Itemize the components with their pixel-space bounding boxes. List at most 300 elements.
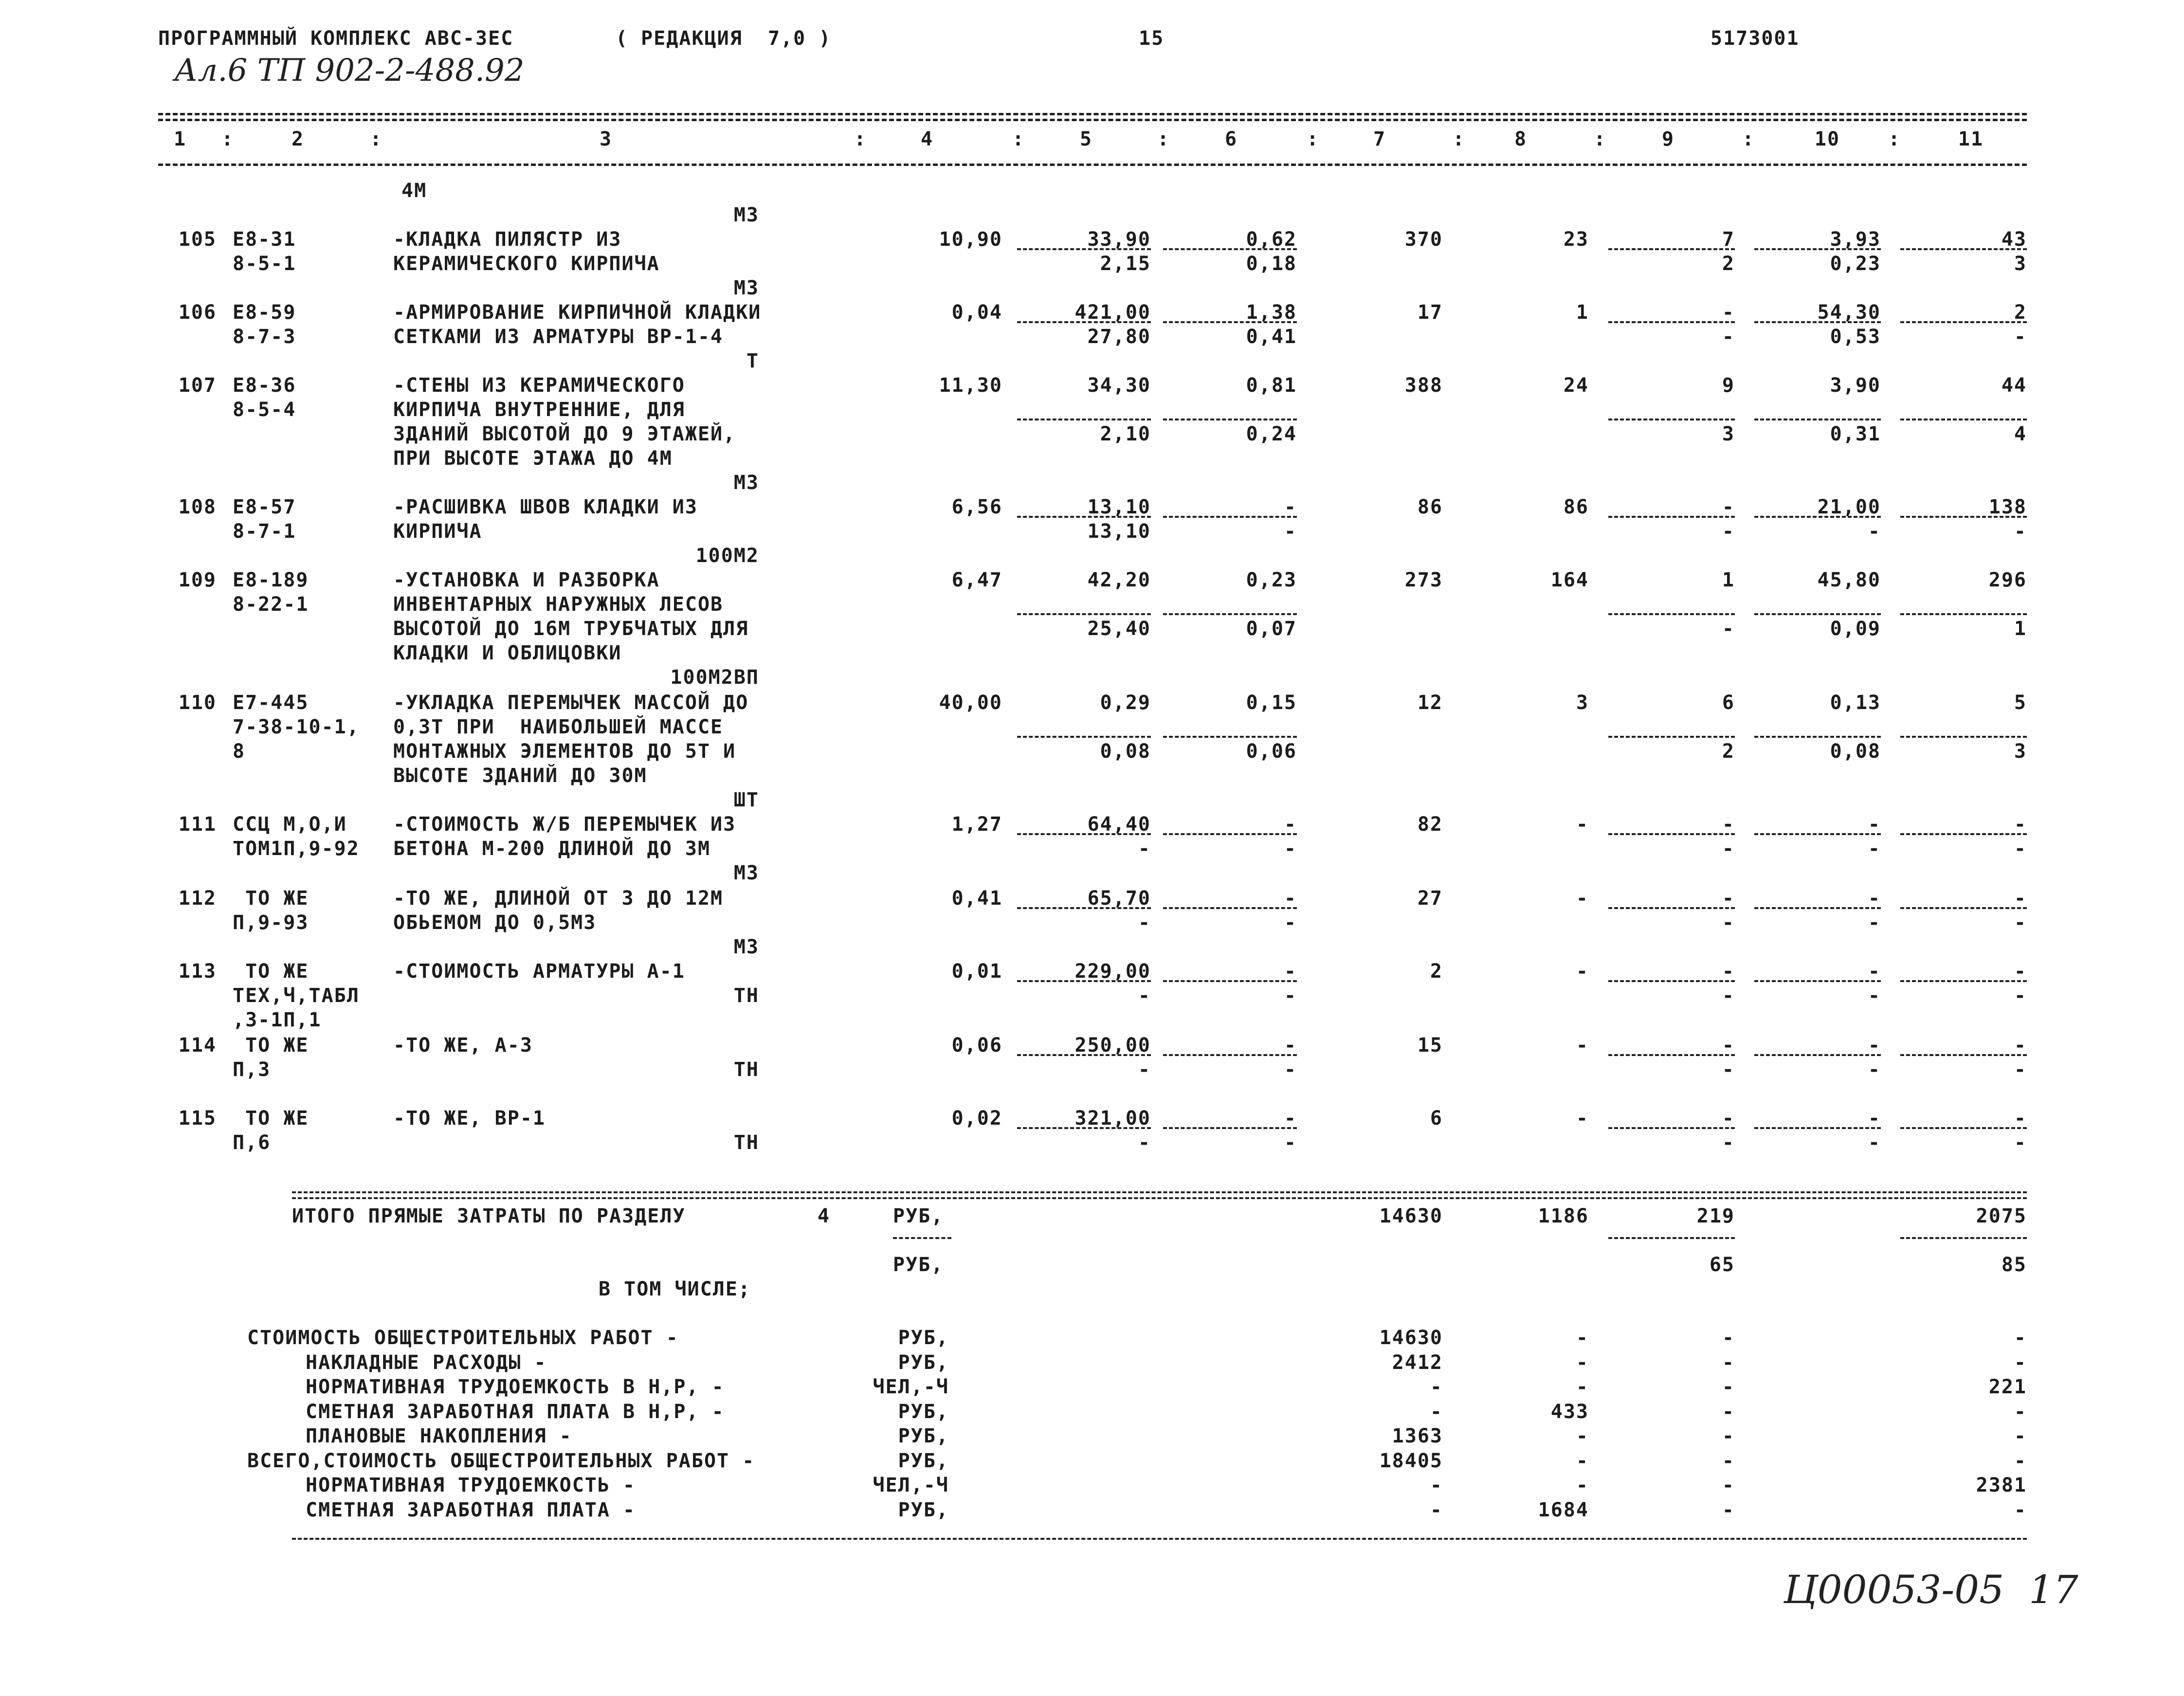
cell-c10b: 0,53	[1830, 326, 1881, 348]
summary-c7: -	[1430, 1376, 1443, 1398]
column-header-7: 7	[1373, 128, 1386, 150]
summary-label: ПЛАНОВЫЕ НАКОПЛЕНИЯ -	[306, 1425, 572, 1447]
carryover-text: 4М	[401, 180, 427, 202]
row-number: 114	[178, 1034, 217, 1057]
cell-rule	[1608, 321, 1735, 323]
work-description: -СТЕНЫ ИЗ КЕРАМИЧЕСКОГО	[393, 374, 685, 397]
summary-unit: ЧЕЛ,-Ч	[873, 1376, 949, 1398]
norm-code: ,3-1П,1	[233, 1009, 322, 1031]
cell-c8: 164	[1550, 569, 1589, 591]
work-description: 0,3Т ПРИ НАИБОЛЬШЕЙ МАССЕ	[393, 716, 724, 738]
summary-c8: -	[1576, 1450, 1589, 1472]
cell-c6b: -	[1284, 520, 1297, 543]
page-number: 15	[1139, 27, 1165, 50]
cell-rule	[1017, 907, 1151, 909]
cell-c5b: -	[1138, 838, 1151, 860]
row-number: 112	[178, 887, 217, 910]
cell-c9: 9	[1722, 374, 1735, 397]
norm-code: Е7-445	[233, 692, 309, 714]
cell-c6: -	[1284, 496, 1297, 518]
cell-c11: -	[2014, 1034, 2027, 1057]
cell-rule	[1608, 419, 1735, 420]
summary-c11: 221	[1988, 1376, 2027, 1398]
cell-rule	[1754, 419, 1881, 420]
summary-unit: РУБ,	[898, 1327, 949, 1349]
cell-c5: 65,70	[1087, 887, 1151, 910]
summary-c8: -	[1576, 1351, 1589, 1374]
summary-c9: -	[1722, 1351, 1735, 1374]
summary-c8: -	[1576, 1327, 1589, 1349]
cell-c8: -	[1576, 813, 1589, 836]
cell-c9b: -	[1722, 520, 1735, 543]
work-description: -АРМИРОВАНИЕ КИРПИЧНОЙ КЛАДКИ	[393, 301, 762, 324]
cell-c6b: 0,07	[1246, 618, 1297, 640]
cell-rule	[1754, 980, 1881, 982]
work-description: -СТОИМОСТЬ Ж/Б ПЕРЕМЫЧЕК ИЗ	[393, 813, 736, 836]
cell-c4: 1,27	[951, 813, 1002, 836]
column-header-9: 9	[1661, 128, 1675, 150]
norm-code: 8	[233, 740, 246, 763]
cell-c8: 24	[1563, 374, 1589, 397]
cell-c11b: -	[2014, 912, 2027, 934]
cell-c8: -	[1576, 1107, 1589, 1130]
summary-unit: РУБ,	[898, 1425, 949, 1447]
cell-c5: 64,40	[1087, 813, 1151, 836]
cell-c7: 2	[1430, 960, 1443, 983]
cell-c10: -	[1868, 1034, 1881, 1057]
norm-code: ССЦ М,О,И	[233, 813, 347, 836]
cell-c10: 3,90	[1830, 374, 1881, 397]
cell-rule	[1163, 1127, 1297, 1129]
cell-c9b: -	[1722, 1131, 1735, 1154]
cell-c6: 0,81	[1246, 374, 1297, 397]
cell-c9: 6	[1722, 692, 1735, 714]
summary-label: НАКЛАДНЫЕ РАСХОДЫ -	[306, 1351, 547, 1374]
column-separator: :	[1307, 128, 1320, 150]
cell-c6b: -	[1284, 985, 1297, 1007]
cell-c7: 388	[1404, 374, 1443, 397]
cell-rule	[1163, 980, 1297, 982]
cell-rule	[1608, 248, 1735, 250]
cell-c9: 7	[1722, 228, 1735, 251]
cell-c6: 0,15	[1246, 692, 1297, 714]
cell-c11b: -	[2014, 326, 2027, 348]
cell-c5: 34,30	[1087, 374, 1151, 397]
cell-rule	[1754, 248, 1881, 250]
cell-rule	[1608, 736, 1735, 738]
cell-rule	[1017, 833, 1151, 835]
cell-c11: 138	[1988, 496, 2027, 518]
cell-c4: 10,90	[939, 228, 1002, 251]
row-number: 107	[178, 374, 217, 397]
cell-rule	[1754, 516, 1881, 518]
cell-c6: -	[1284, 1107, 1297, 1130]
work-description: СЕТКАМИ ИЗ АРМАТУРЫ ВР-1-4	[393, 326, 724, 348]
cell-c9: -	[1722, 1034, 1735, 1057]
including-label: В ТОМ ЧИСЛЕ;	[599, 1278, 751, 1300]
cell-c5b: -	[1138, 985, 1151, 1007]
cell-c6b: -	[1284, 912, 1297, 934]
cell-c4: 0,01	[951, 960, 1002, 983]
cell-rule	[1017, 516, 1151, 518]
cell-c7: 6	[1430, 1107, 1443, 1130]
row-number: 105	[178, 228, 217, 251]
totals-unit-rule	[893, 1237, 951, 1239]
cell-c5: 229,00	[1074, 960, 1151, 983]
cell-rule	[1754, 613, 1881, 615]
cell-rule	[1900, 907, 2027, 909]
work-description: КИРПИЧА ВНУТРЕННИЕ, ДЛЯ	[393, 399, 685, 421]
norm-code: ТО ЖЕ	[233, 960, 309, 983]
summary-c8: 433	[1550, 1401, 1589, 1423]
cell-c10: 21,00	[1817, 496, 1881, 518]
norm-code: П,3	[233, 1058, 271, 1081]
column-separator: :	[1742, 128, 1755, 150]
cell-c4: 6,47	[951, 569, 1002, 591]
cell-c5: 13,10	[1087, 496, 1151, 518]
cell-c11b: 3	[2014, 253, 2027, 275]
cell-rule	[1017, 321, 1151, 323]
cell-c11: -	[2014, 813, 2027, 836]
totals-unit2: РУБ,	[893, 1254, 944, 1276]
cell-c10: -	[1868, 960, 1881, 983]
cell-c5b: 25,40	[1087, 618, 1151, 640]
cell-c8: -	[1576, 960, 1589, 983]
cell-c11: 5	[2014, 692, 2027, 714]
cell-c6: -	[1284, 887, 1297, 910]
cell-c4: 0,02	[951, 1107, 1002, 1130]
norm-code: Е8-31	[233, 228, 296, 251]
cell-c6b: 0,41	[1246, 326, 1297, 348]
column-header-3: 3	[599, 128, 613, 150]
row-number: 115	[178, 1107, 217, 1130]
cell-c9b: -	[1722, 618, 1735, 640]
cell-rule	[1754, 1127, 1881, 1129]
summary-c11: -	[2014, 1401, 2027, 1423]
cell-c10: -	[1868, 813, 1881, 836]
cell-c9b: 2	[1722, 740, 1735, 763]
cell-c10: 54,30	[1817, 301, 1881, 324]
cell-rule	[1608, 613, 1735, 615]
cell-c6: 0,62	[1246, 228, 1297, 251]
cell-c7: 82	[1417, 813, 1443, 836]
summary-c7: 18405	[1379, 1450, 1443, 1472]
cell-c11b: -	[2014, 1131, 2027, 1154]
cell-c5: 321,00	[1074, 1107, 1151, 1130]
summary-label: СТОИМОСТЬ ОБЩЕСТРОИТЕЛЬНЫХ РАБОТ -	[247, 1327, 679, 1349]
unit-label: М3	[733, 862, 759, 884]
totals-c11-rule	[1900, 1237, 2027, 1239]
norm-code: Е8-189	[233, 569, 309, 591]
cell-c10b: 0,09	[1830, 618, 1881, 640]
cell-rule	[1163, 1054, 1297, 1056]
header-rule-bottom	[158, 164, 2027, 166]
cell-c11: 43	[2001, 228, 2027, 251]
cell-c6: -	[1284, 813, 1297, 836]
cell-c9b: 3	[1722, 423, 1735, 445]
summary-c9: -	[1722, 1425, 1735, 1447]
cell-c5b: -	[1138, 1131, 1151, 1154]
summary-c11: 2381	[1976, 1474, 2027, 1496]
summary-label: СМЕТНАЯ ЗАРАБОТНАЯ ПЛАТА -	[306, 1499, 636, 1521]
cell-rule	[1754, 736, 1881, 738]
norm-code: 8-5-1	[233, 253, 296, 275]
cell-rule	[1900, 248, 2027, 250]
cell-c10: 45,80	[1817, 569, 1881, 591]
work-description: -УКЛАДКА ПЕРЕМЫЧЕК МАССОЙ ДО	[393, 692, 749, 714]
cell-c8: -	[1576, 887, 1589, 910]
cell-c5b: 27,80	[1087, 326, 1151, 348]
norm-code: 8-7-1	[233, 520, 296, 543]
cell-c10b: -	[1868, 912, 1881, 934]
summary-c7: 2412	[1392, 1351, 1443, 1374]
column-separator: :	[1888, 128, 1901, 150]
totals-section: 4	[818, 1205, 831, 1227]
cell-c5b: 13,10	[1087, 520, 1151, 543]
norm-code: 8-22-1	[233, 593, 309, 616]
summary-c7: -	[1430, 1401, 1443, 1423]
cell-c11: 2	[2014, 301, 2027, 324]
unit-label: ТН	[733, 985, 759, 1007]
work-description: -ТО ЖЕ, А-3	[393, 1034, 533, 1057]
cell-rule	[1163, 613, 1297, 615]
program-title: ПРОГРАММНЫЙ КОМПЛЕКС АВС-3ЕС	[158, 27, 514, 50]
cell-c6b: 0,06	[1246, 740, 1297, 763]
summary-unit: ЧЕЛ,-Ч	[873, 1474, 949, 1496]
cell-rule	[1163, 419, 1297, 420]
summary-c11: -	[2014, 1425, 2027, 1447]
cell-c4: 11,30	[939, 374, 1002, 397]
column-header-6: 6	[1224, 128, 1238, 150]
norm-code: 7-38-10-1,	[233, 716, 360, 738]
column-header-11: 11	[1958, 128, 1984, 150]
summary-unit: РУБ,	[898, 1401, 949, 1423]
cell-c5b: -	[1138, 912, 1151, 934]
cell-rule	[1900, 516, 2027, 518]
totals-rule	[292, 1191, 2027, 1193]
unit-label: М3	[733, 936, 759, 958]
row-number: 108	[178, 496, 217, 518]
cell-rule	[1017, 613, 1151, 615]
work-description: -СТОИМОСТЬ АРМАТУРЫ А-1	[393, 960, 685, 983]
cell-c5b: -	[1138, 1058, 1151, 1081]
cell-c5b: 2,15	[1100, 253, 1151, 275]
summary-unit: РУБ,	[898, 1450, 949, 1472]
norm-code: ТО ЖЕ	[233, 1034, 309, 1057]
cell-c10: 0,13	[1830, 692, 1881, 714]
column-separator: :	[221, 128, 235, 150]
cell-rule	[1754, 907, 1881, 909]
summary-unit: РУБ,	[898, 1499, 949, 1521]
edition-label: ( РЕДАКЦИЯ 7,0 )	[616, 27, 832, 50]
summary-c7: 14630	[1379, 1327, 1443, 1349]
summary-label: НОРМАТИВНАЯ ТРУДОЕМКОСТЬ В Н,Р, -	[306, 1376, 725, 1398]
cell-c5: 250,00	[1074, 1034, 1151, 1057]
work-description: ЗДАНИЙ ВЫСОТОЙ ДО 9 ЭТАЖЕЙ,	[393, 423, 736, 445]
work-description: ВЫСОТЕ ЗДАНИЙ ДО 30М	[393, 765, 647, 787]
norm-code: 8-7-3	[233, 326, 296, 348]
cell-rule	[1163, 516, 1297, 518]
norm-code: ТОМ1П,9-92	[233, 838, 360, 860]
totals-label: ИТОГО ПРЯМЫЕ ЗАТРАТЫ ПО РАЗДЕЛУ	[292, 1205, 686, 1227]
cell-rule	[1900, 1054, 2027, 1056]
cell-c11: 296	[1988, 569, 2027, 591]
cell-rule	[1017, 248, 1151, 250]
document-code: 5173001	[1711, 27, 1800, 50]
unit-label: ТН	[733, 1058, 759, 1081]
cell-rule	[1754, 833, 1881, 835]
cell-rule	[1754, 1054, 1881, 1056]
cell-rule	[1163, 321, 1297, 323]
work-description: МОНТАЖНЫХ ЭЛЕМЕНТОВ ДО 5Т И	[393, 740, 736, 763]
summary-c7: 1363	[1392, 1425, 1443, 1447]
cell-rule	[1900, 833, 2027, 835]
totals-c9: 219	[1696, 1205, 1735, 1227]
cell-c7: 27	[1417, 887, 1443, 910]
cell-c6: 0,23	[1246, 569, 1297, 591]
cell-c6b: -	[1284, 1131, 1297, 1154]
totals-c11b: 85	[2001, 1254, 2027, 1276]
summary-c11: -	[2014, 1499, 2027, 1521]
cell-c10b: 0,31	[1830, 423, 1881, 445]
cell-c10b: -	[1868, 1058, 1881, 1081]
summary-c9: -	[1722, 1450, 1735, 1472]
cell-c8: 1	[1576, 301, 1589, 324]
cell-rule	[1017, 419, 1151, 420]
cell-c9: -	[1722, 813, 1735, 836]
cell-c5b: 0,08	[1100, 740, 1151, 763]
cell-rule	[1900, 419, 2027, 420]
summary-c8: -	[1576, 1376, 1589, 1398]
work-description: ВЫСОТОЙ ДО 16М ТРУБЧАТЫХ ДЛЯ	[393, 618, 749, 640]
cell-rule	[1754, 321, 1881, 323]
cell-c11: -	[2014, 960, 2027, 983]
cell-c5: 421,00	[1074, 301, 1151, 324]
column-header-5: 5	[1079, 128, 1093, 150]
cell-c7: 273	[1404, 569, 1443, 591]
album-handwritten-note: Ал.6 ТП 902-2-488.92	[174, 53, 525, 89]
cell-c4: 0,06	[951, 1034, 1002, 1057]
work-description: -ТО ЖЕ, ДЛИНОЙ ОТ 3 ДО 12М	[393, 887, 724, 910]
summary-c11: -	[2014, 1351, 2027, 1374]
norm-code: Е8-36	[233, 374, 296, 397]
cell-c10: 3,93	[1830, 228, 1881, 251]
totals-unit: РУБ,	[893, 1205, 944, 1227]
cell-c10b: 0,23	[1830, 253, 1881, 275]
column-separator: :	[1453, 128, 1466, 150]
totals-c11: 2075	[1976, 1205, 2027, 1227]
cell-c11: -	[2014, 1107, 2027, 1130]
column-header-8: 8	[1514, 128, 1528, 150]
norm-code: ТО ЖЕ	[233, 1107, 309, 1130]
row-number: 110	[178, 692, 217, 714]
cell-c10: -	[1868, 1107, 1881, 1130]
cell-rule	[1163, 248, 1297, 250]
unit-label: М3	[733, 204, 759, 226]
cell-c9: -	[1722, 301, 1735, 324]
cell-c10: -	[1868, 887, 1881, 910]
cell-c9: -	[1722, 887, 1735, 910]
cell-c11: -	[2014, 887, 2027, 910]
cell-rule	[1017, 980, 1151, 982]
work-description: БЕТОНА М-200 ДЛИНОЙ ДО 3М	[393, 838, 711, 860]
cell-rule	[1900, 321, 2027, 323]
cell-rule	[1900, 1127, 2027, 1129]
unit-label: М3	[733, 472, 759, 494]
cell-rule	[1163, 907, 1297, 909]
work-description: КИРПИЧА	[393, 520, 482, 543]
cell-c9: 1	[1722, 569, 1735, 591]
norm-code: Е8-57	[233, 496, 296, 518]
cell-c4: 40,00	[939, 692, 1002, 714]
work-description: ОБЬЕМОМ ДО 0,5М3	[393, 912, 597, 934]
cell-c6: 1,38	[1246, 301, 1297, 324]
summary-c7: -	[1430, 1499, 1443, 1521]
row-number: 106	[178, 301, 217, 324]
summary-unit: РУБ,	[898, 1351, 949, 1374]
summary-c7: -	[1430, 1474, 1443, 1496]
cell-c7: 15	[1417, 1034, 1443, 1057]
cell-rule	[1608, 980, 1735, 982]
row-number: 111	[178, 813, 217, 836]
cell-rule	[1163, 736, 1297, 738]
cell-c9b: -	[1722, 326, 1735, 348]
totals-c8: 1186	[1538, 1205, 1589, 1227]
cell-c7: 86	[1417, 496, 1443, 518]
cell-c10b: 0,08	[1830, 740, 1881, 763]
totals-rule	[292, 1197, 2027, 1199]
cell-c5: 42,20	[1087, 569, 1151, 591]
cell-rule	[1608, 907, 1735, 909]
cell-c11b: -	[2014, 838, 2027, 860]
cell-c11b: -	[2014, 1058, 2027, 1081]
cell-c7: 17	[1417, 301, 1443, 324]
unit-label: Т	[746, 350, 759, 372]
summary-c11: -	[2014, 1450, 2027, 1472]
summary-c9: -	[1722, 1474, 1735, 1496]
unit-label: 100М2ВП	[670, 666, 759, 689]
cell-c8: -	[1576, 1034, 1589, 1057]
cell-c11b: -	[2014, 520, 2027, 543]
cell-rule	[1017, 1054, 1151, 1056]
summary-c9: -	[1722, 1376, 1735, 1398]
norm-code: ТЕХ,Ч,ТАБЛ	[233, 985, 360, 1007]
cell-c11b: -	[2014, 985, 2027, 1007]
cell-c9b: -	[1722, 912, 1735, 934]
summary-label: СМЕТНАЯ ЗАРАБОТНАЯ ПЛАТА В Н,Р, -	[306, 1401, 725, 1423]
summary-c9: -	[1722, 1499, 1735, 1521]
cell-c9b: -	[1722, 985, 1735, 1007]
cell-c6: -	[1284, 1034, 1297, 1057]
cell-c10b: -	[1868, 520, 1881, 543]
cell-c11: 44	[2001, 374, 2027, 397]
unit-label: М3	[733, 277, 759, 299]
totals-c9-rule	[1608, 1237, 1735, 1239]
totals-c7: 14630	[1379, 1205, 1443, 1227]
unit-label: ШТ	[733, 789, 759, 811]
summary-c8: -	[1576, 1425, 1589, 1447]
cell-c10b: -	[1868, 1131, 1881, 1154]
cell-rule	[1017, 1127, 1151, 1129]
work-description: ПРИ ВЫСОТЕ ЭТАЖА ДО 4М	[393, 447, 673, 470]
cell-rule	[1900, 613, 2027, 615]
summary-c8: 1684	[1538, 1499, 1589, 1521]
summary-c11: -	[2014, 1327, 2027, 1349]
cell-c6b: 0,24	[1246, 423, 1297, 445]
cell-rule	[1608, 1127, 1735, 1129]
cell-rule	[1163, 833, 1297, 835]
cell-c4: 0,04	[951, 301, 1002, 324]
